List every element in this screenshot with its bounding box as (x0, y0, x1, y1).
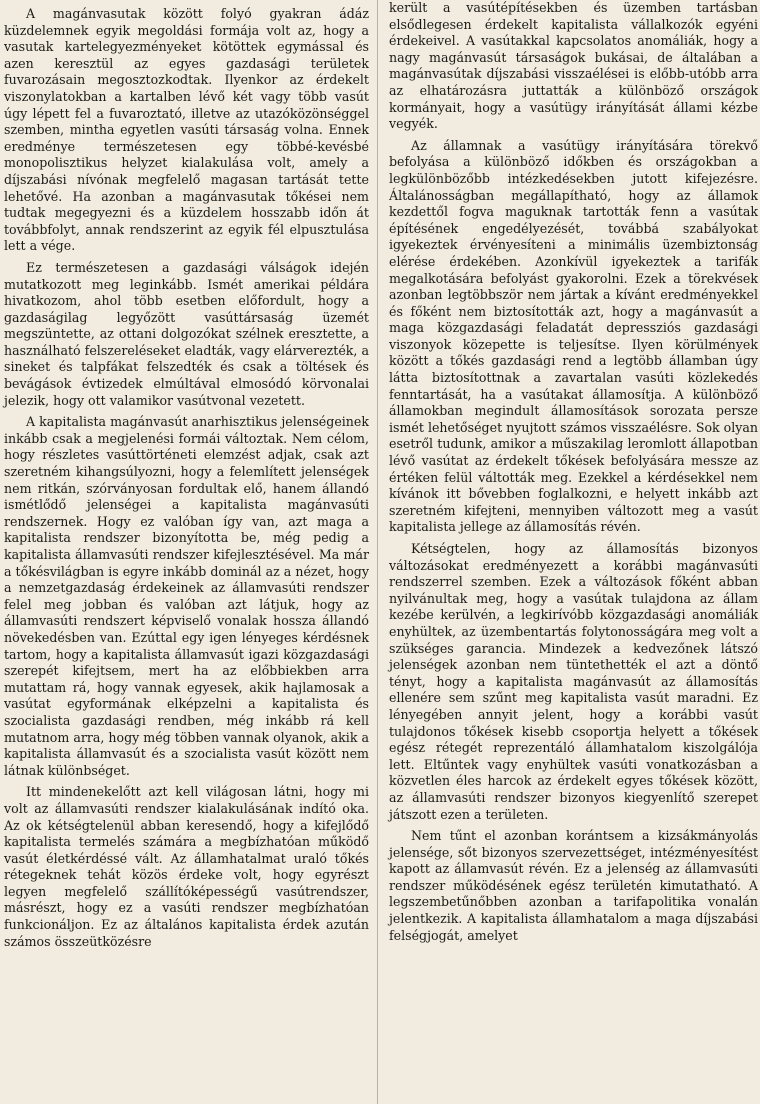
right-paragraph-2: Az államnak a vasútügy irányítására törekvő befolyása a különböző időkben és országokban a legkülönbözőbb intézkedésekben jutott kifejezésre. Általánosságban megállapítható, hogy az államok kezdettől fogva maguknak tartották fenn a vasútak építésének engedélyezését, továbbá szabályokat igyekeztek érvényesíteni a minimális üzembiztonság elérése érdekében. Azonkívül igyekeztek a tarifák megalkotására befolyást gyakorolni. Ezek a törekvések azonban legtöbbször nem jártak a kívánt eredményekkel és főként nem biztosították azt, hogy a magánvasút a maga közgazdasági feladatát depressziós gazdasági viszonyok közepette is teljesítse. Ilyen körülmények között a tőkés gazdasági rend a legtöbb államban úgy látta biztosítottnak a zavartalan vasúti közlekedés fenntartását, ha a vasútakat államosítja. A különböző államokban megindult államosítások sorozata persze ismét lehetőséget nyujtott számos visszaélésre. Sok olyan esetről tudunk, amikor a műszakilag leromlott állapotban lévő vasútat az érdekelt tőkések befolyására messze az értéken felül váltották meg. Ezekkel a kérdésekkel nem kívánok itt bővebben foglalkozni, e helyett inkább azt szeretném kifejteni, mennyiben változott meg a vasút kapitalista jellege az államosítás révén. (389, 137, 759, 535)
right-column (383, 0, 760, 1104)
left-paragraph-1: A magánvasutak között folyó gyakran ádáz küzdelemnek egyik megoldási formája volt az, hogy a vasutak kartelegyezményeket kötöttek egymással és azen keresztül az egyes gazdasági területek fuvarozásain megosztozkodtak. Ilyenkor az érdekelt viszonylatokban a kartalben lévő két vagy több vasút úgy lépett fel a fuvaroztató, illetve az utazóközönséggel szemben, mintha egyetlen vasúti társaság volna. Ennek eredménye természetesen egy többé-kevésbé monopolisztikus helyzet kialakulása volt, amely a díjszabási nívónak megfelelő magasan tartását tette lehetővé. Ha azonban a magánvasutak tőkései nem tudtak megegyezni és a küzdelem hosszabb időn át továbbfolyt, annak rendszerint az egyik fél elpusztulása lett a vége. (4, 6, 369, 254)
right-paragraph-1: került a vasútépítésekben és üzemben tartásban elsődlegesen érdekelt kapitalista vállalkozók egyéni érdekeivel. A vasútakkal kapcsolatos anomáliák, hogy a nagy magánvasút társaságok bukásai, de általában a magánvasútak díjszabási visszaélései is előbb-utóbb arra az elhatározásra juttatták a különböző országok kormányait, hogy a vasútügy irányítását állami kézbe vegyék. (389, 0, 758, 132)
right-paragraph-3: Kétségtelen, hogy az államosítás bizonyos változásokat eredményezett a korábbi magánvasúti rendszerrel szemben. Ezek a változások főként abban nyilvánultak meg, hogy a vasútak tulajdona az állam kezébe kerülvén, a legkirívóbb közgazdasági anomáliák enyhültek, az üzembentartás folytonosságára meg volt a szükséges garancia. Mindezek a kedvezőnek látszó jelenségek azonban nem tüntethették el azt a döntő tényt, hogy a kapitalista magánvasút az államosítás ellenére sem szűnt meg kapitalista vasút maradni. Ez lényegében annyit jelent, hogy a korábbi vasút tulajdonos tőkések kisebb csoportja helyett a tőkések egész rétegét reprezentáló államhatalom kiszolgálója lett. Eltűntek vagy enyhültek vasúti vonatkozásban a közvetlen éles harcok az érdekelt egyes tőkések között, az államvasúti rendszer bizonyos kiegyenlítő szerepet játszott ezen a területen. (389, 541, 758, 822)
left-paragraph-3: A kapitalista magánvasút anarhisztikus jelenségeinek inkább csak a megjelenési formái változtak. Nem célom, hogy részletes vasúttörténeti elemzést adjak, csak azt szeretném kihangsúlyozni, hogy a felemlített jelenségek nem ritkán, szórványosan fordultak elő, hanem állandó ismétlődő jelenségei a kapitalista magánvasúti rendszernek. Hogy ez valóban így van, azt maga a kapitalista rendszer bizonyította be, még pedig a kapitalista államvasúti rendszer kifejlesztésével. Ma már a tőkésvilágban is egyre inkább dominál az a nézet, hogy a nemzetgazdaság érdekeinek az államvasúti rendszer felel meg jobban és valóban azt látjuk, hogy az államvasúti rendszert képviselő vonalak hossza állandó növekedésben van. Ezúttal egy igen lényeges kérdésnek tartom, hogy a kapitalista államvasút igazi közgazdasági szerepét kifejtsem, mert ha az előbbiekben arra mutattam rá, hogy vannak egyesek, akik hajlamosak a vasútat egyformának elképzelni a kapitalista és szocialista gazdasági rendben, még inkább rá kell mutatnom arra, hogy még többen vannak olyanok, akik a kapitalista államvasút és a szocialista vasút között nem látnak különbséget. (4, 414, 369, 778)
column-divider (377, 0, 378, 1104)
left-column (0, 0, 373, 1104)
left-paragraph-2: Ez természetesen a gazdasági válságok idején mutatkozott meg leginkább. Ismét amerikai példára hivatkozom, ahol több esetben előfordult, hogy a gazdaságilag legyőzött vasúttársaság üzemét megszüntette, az ottani dolgozókat szélnek eresztette, a használható felszereléseket eladták, vagy elárverezték, a sineket és talpfákat felszedték és csak a töltések és bevágások évtizedek elmúltával elmosódó körvonalai jelezik, hogy ott valamikor vasútvonal vezetett. (4, 259, 369, 408)
left-paragraph-4: Itt mindenekelőtt azt kell világosan látni, hogy mi volt az államvasúti rendszer kialakulásának indító oka. Az ok kétségtelenül abban keresendő, hogy a kifejlődő kapitalista termelés számára a megbízhatóan működő vasút életkérdéssé vált. Az államhatalmat uraló tőkés rétegeknek tehát közös érdeke volt, hogy egyrészt legyen megfelelő szállítóképességű vasútrendszer, másrészt, hogy ez a vasúti rendszer megbízhatóan funkcionáljon. Ez az általános kapitalista érdek azután számos összeütközésre (4, 784, 369, 949)
right-paragraph-4: Nem tűnt el azonban korántsem a kizsákmányolás jelensége, sőt bizonyos szervezettséget, intézményesítést kapott az államvasút révén. Ez a jelenség az államvasúti rendszer működésének egész területén kimutatható. A legszembetűnőbben azonban a tarifapolitika vonalán jelentkezik. A kapitalista államhatalom a maga díjszabási felségjogát, amelyet (389, 828, 758, 943)
